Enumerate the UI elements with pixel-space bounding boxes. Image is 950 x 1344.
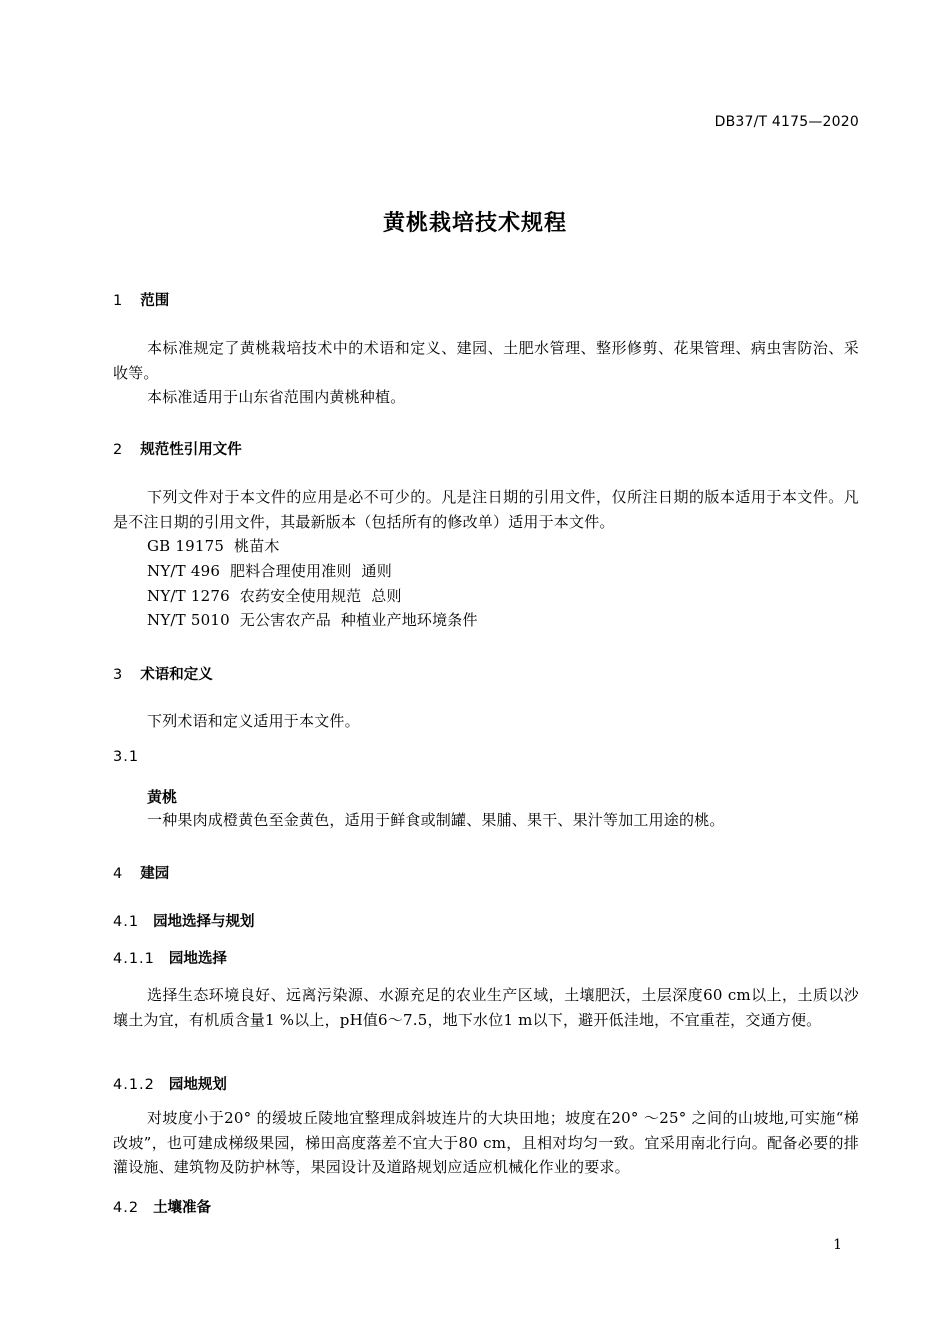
section-heading-orchard-establishment: [113, 862, 169, 883]
subsection-heading-site-planning: [113, 1073, 227, 1094]
section-heading-terms: [113, 663, 213, 684]
term-name: 黄桃: [147, 788, 178, 806]
subsection-number: 4.1: [113, 914, 140, 930]
paragraph-references-intro: 下列文件对于本文件的应用是必不可少的。凡是注日期的引用文件，仅所注日期的版本适用于本文件。凡是不注日期的引用文件，其最新版本（包括所有的修改单）适用于本文件。: [113, 488, 859, 531]
section-title: 术语和定义: [140, 667, 213, 683]
subsection-title: 园地选择: [168, 951, 227, 967]
section-title: 建园: [140, 866, 170, 882]
page-number: 1: [833, 1237, 842, 1253]
term-definition: 一种果肉成橙黄色至金黄色，适用于鲜食或制罐、果脯、果干、果汁等加工用途的桃。: [147, 811, 725, 829]
subsection-heading-soil-preparation: [113, 1196, 211, 1217]
section-heading-scope: [113, 289, 169, 310]
section-title: 范围: [140, 293, 170, 309]
subsection-heading-site-selection-planning: [113, 910, 255, 931]
paragraph-scope-2: 本标准适用于山东省范围内黄桃种植。: [147, 388, 406, 406]
subsection-number: 4.1.1: [113, 951, 155, 967]
paragraph-terms-intro: 下列术语和定义适用于本文件。: [147, 712, 360, 730]
paragraph-site-planning: 对坡度小于20° 的缓坡丘陵地宜整理成斜坡连片的大块田地；坡度在20° ～25° 之间的山坡地,可实施“梯改坡”，也可建成梯级果园，梯田高度落差不宜大于80 cm，且相对均匀一致。宜采用南北行向。配备必要的排灌设施、建筑物及防护林等，果园设计及道路规划应适应机械化作业的要求。: [113, 1109, 859, 1176]
subsection-number: 4.1.2: [113, 1077, 155, 1093]
subsection-heading-site-selection: [113, 947, 227, 968]
section-number: 3: [113, 667, 123, 683]
paragraph-scope-1: 本标准规定了黄桃栽培技术中的术语和定义、建园、土肥水管理、整形修剪、花果管理、病虫害防治、采收等。: [113, 339, 859, 382]
subsection-title: 土壤准备: [153, 1200, 212, 1216]
subsection-title: 园地规划: [168, 1077, 227, 1093]
subsection-number: 4.2: [113, 1200, 140, 1216]
reference-item: NY/T 496 肥料合理使用准则 通则: [147, 562, 392, 580]
document-title: 黄桃栽培技术规程: [382, 211, 567, 236]
section-title: 规范性引用文件: [140, 442, 242, 458]
section-number: 2: [113, 442, 123, 458]
subsection-title: 园地选择与规划: [153, 914, 255, 930]
section-number: 4: [113, 866, 123, 882]
term-number: 3.1: [113, 749, 140, 765]
section-heading-normative-references: [113, 438, 242, 459]
standard-code: DB37/T 4175—2020: [714, 114, 859, 130]
reference-item: NY/T 1276 农药安全使用规范 总则: [147, 587, 402, 605]
paragraph-site-selection: 选择生态环境良好、远离污染源、水源充足的农业生产区域，土壤肥沃，土层深度60 cm以上，土质以沙壤土为宜，有机质含量1 %以上，pH值6～7.5，地下水位1 m以下，避开低洼地，不宜重茬，交通方便。: [113, 986, 859, 1029]
section-number: 1: [113, 293, 123, 309]
reference-item: GB 19175 桃苗木: [147, 537, 280, 555]
reference-item: NY/T 5010 无公害农产品 种植业产地环境条件: [147, 611, 478, 629]
